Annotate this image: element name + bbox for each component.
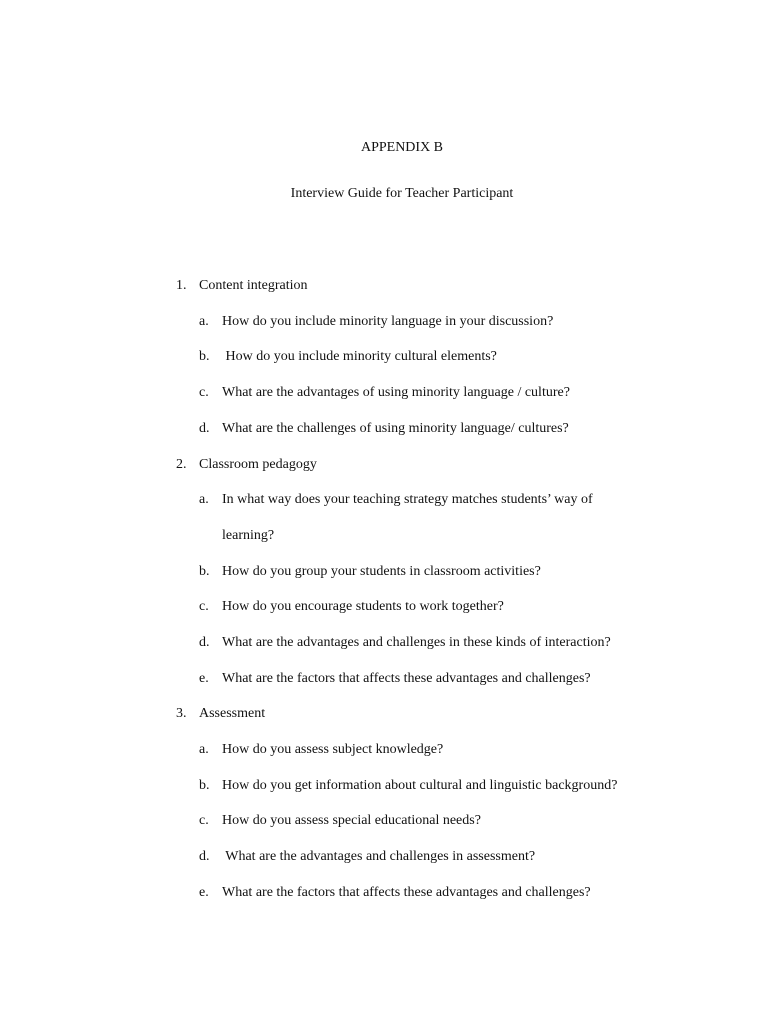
- question-text: How do you assess special educational needs?: [222, 813, 481, 828]
- question-letter: a.: [199, 742, 209, 757]
- section-label: Content integration: [199, 278, 308, 293]
- question-letter: a.: [199, 314, 209, 329]
- question-letter: b.: [199, 349, 210, 364]
- question-letter: c.: [199, 813, 209, 828]
- section-number: 3.: [176, 706, 187, 721]
- question-text: What are the factors that affects these advantages and challenges?: [222, 885, 591, 900]
- question-text: What are the challenges of using minority language/ cultures?: [222, 421, 569, 436]
- question-text: How do you encourage students to work together?: [222, 599, 504, 614]
- question-text: What are the factors that affects these advantages and challenges?: [222, 671, 591, 686]
- question-letter: e.: [199, 885, 209, 900]
- section-number: 1.: [176, 278, 187, 293]
- section-label: Classroom pedagogy: [199, 457, 317, 472]
- question-letter: a.: [199, 492, 209, 507]
- section-label: Assessment: [199, 706, 266, 721]
- question-text: What are the advantages of using minority language / culture?: [222, 385, 570, 400]
- appendix-title: APPENDIX B: [360, 140, 444, 155]
- document-subtitle: Interview Guide for Teacher Participant: [290, 186, 514, 201]
- question-text: What are the advantages and challenges in these kinds of interaction?: [222, 635, 611, 650]
- question-letter: c.: [199, 385, 209, 400]
- question-letter: d.: [199, 849, 210, 864]
- question-text: How do you group your students in classroom activities?: [222, 564, 541, 579]
- question-letter: e.: [199, 671, 209, 686]
- question-text: How do you assess subject knowledge?: [222, 742, 444, 757]
- section-number: 2.: [176, 457, 187, 472]
- question-text-continued: learning?: [222, 528, 275, 543]
- question-text: How do you get information about cultural and linguistic background?: [222, 778, 618, 793]
- question-letter: d.: [199, 635, 210, 650]
- question-text: In what way does your teaching strategy matches students’ way of: [222, 492, 593, 507]
- question-letter: c.: [199, 599, 209, 614]
- question-text: What are the advantages and challenges in assessment?: [222, 849, 536, 864]
- question-letter: d.: [199, 421, 210, 436]
- question-text: How do you include minority language in your discussion?: [222, 314, 554, 329]
- question-letter: b.: [199, 564, 210, 579]
- question-letter: b.: [199, 778, 210, 793]
- question-text: How do you include minority cultural elements?: [222, 349, 497, 364]
